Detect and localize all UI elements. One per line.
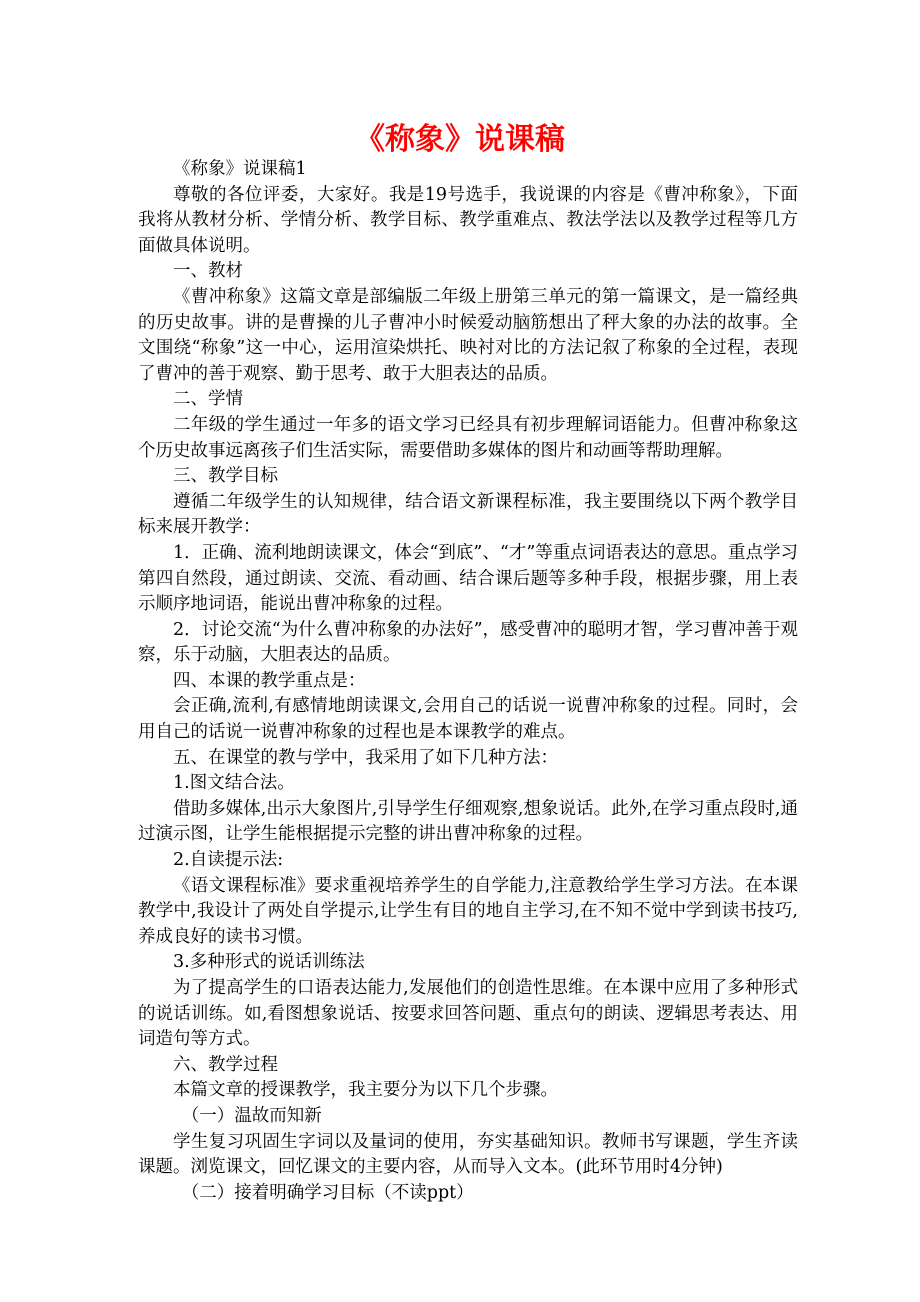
paragraph: 1．正确、流利地朗读课文，体会“到底”、“才”等重点词语表达的意思。重点学习第四自然段，通过朗读、交流、看动画、结合课后题等多种手段，根据步骤，用上表示顺序地词语，能说出曹冲称象的过程。 <box>138 542 798 615</box>
paragraph: 四、本课的教学重点是： <box>173 670 366 691</box>
document-title: 《称象》说课稿 <box>355 122 565 157</box>
paragraph: 本篇文章的授课教学，我主要分为以下几个步骤。 <box>173 1080 558 1101</box>
paragraph: 二、学情 <box>173 389 243 410</box>
paragraph: 三、教学目标 <box>173 466 278 487</box>
document-body <box>138 157 798 1206</box>
paragraph: 尊敬的各位评委，大家好。我是19号选手，我说课的内容是《曹冲称象》，下面我将从教材分析、学情分析、教学目标、教学重难点、教法学法以及教学过程等几方面做具体说明。 <box>138 184 798 256</box>
paragraph: 一、教材 <box>173 261 243 282</box>
paragraph: 遵循二年级学生的认知规律，结合语文新课程标准，我主要围绕以下两个教学目标来展开教学： <box>138 491 798 538</box>
paragraph: 二年级的学生通过一年多的语文学习已经具有初步理解词语能力。但曹冲称象这个历史故事远离孩子们生活实际，需要借助多媒体的图片和动画等帮助理解。 <box>138 414 798 461</box>
paragraph: （二）接着明确学习目标（不读ppt） <box>181 1182 474 1203</box>
paragraph: 会正确,流利,有感情地朗读课文,会用自己的话说一说曹冲称象的过程。同时，会用自己的话说一说曹冲称象的过程也是本课教学的难点。 <box>138 696 798 743</box>
paragraph: 1.图文结合法。 <box>173 773 295 794</box>
paragraph: 《曹冲称象》这篇文章是部编版二年级上册第三单元的第一篇课文，是一篇经典的历史故事。讲的是曹操的儿子曹冲小时候爱动脑筋想出了秤大象的办法的故事。全文围绕“称象”这一中心，运用渲染烘托、映衬对比的方法记叙了称象的全过程，表现了曹冲的善于观察、勤于思考、敢于大胆表达的品质。 <box>138 286 798 384</box>
paragraph: （一）温故而知新 <box>181 1105 322 1126</box>
paragraph: 五、在课堂的教与学中，我采用了如下几种方法： <box>173 747 558 768</box>
paragraph: 2.自读提示法: <box>173 850 284 871</box>
paragraph: 《语文课程标准》要求重视培养学生的自学能力,注意教给学生学习方法。在本课教学中,我设计了两处自学提示,让学生有目的地自主学习,在不知不觉中学到读书技巧,养成良好的读书习惯。 <box>138 875 798 947</box>
paragraph: 3.多种形式的说话训练法 <box>173 952 365 973</box>
paragraph: 为了提高学生的口语表达能力,发展他们的创造性思维。在本课中应用了多种形式的说话训练。如,看图想象说话、按要求回答问题、重点句的朗读、逻辑思考表达、用词造句等方式。 <box>138 978 798 1050</box>
paragraph: 《称象》说课稿1 <box>173 159 307 179</box>
paragraph: 借助多媒体,出示大象图片,引导学生仔细观察,想象说话。此外,在学习重点段时,通过演示图，让学生能根据提示完整的讲出曹冲称象的过程。 <box>138 798 798 845</box>
paragraph: 六、教学过程 <box>173 1054 278 1075</box>
paragraph: 学生复习巩固生字词以及量词的使用，夯实基础知识。教师书写课题，学生齐读课题。浏览课文，回忆课文的主要内容，从而导入文本。(此环节用时4分钟) <box>138 1131 798 1178</box>
paragraph: 2．讨论交流“为什么曹冲称象的办法好”，感受曹冲的聪明才智，学习曹冲善于观察，乐于动脑，大胆表达的品质。 <box>138 619 798 666</box>
